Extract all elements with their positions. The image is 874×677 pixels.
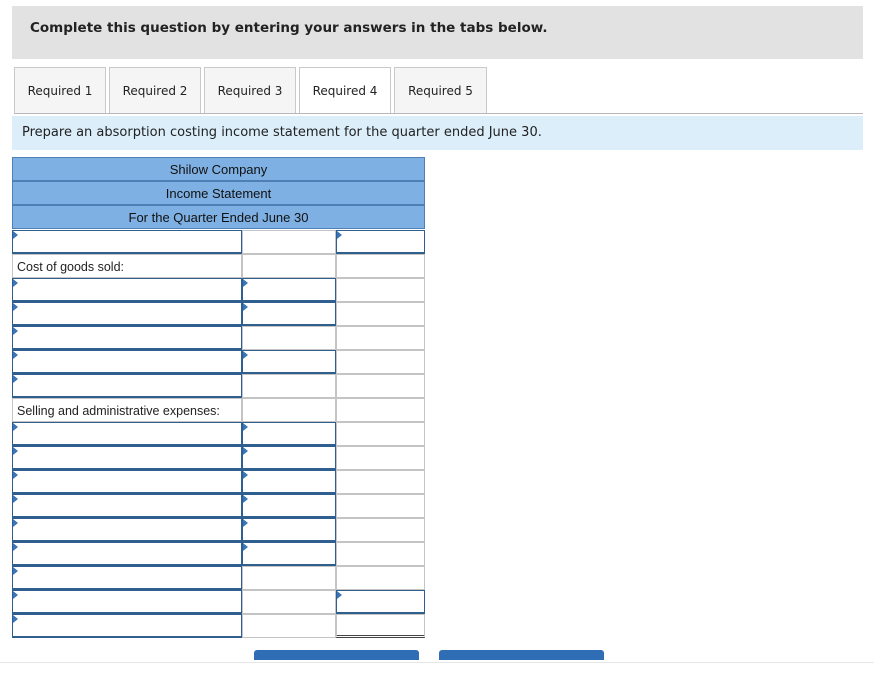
gross-margin-mid-cell [242, 374, 336, 398]
sales-mid-cell [242, 230, 336, 254]
tab-required-1[interactable]: Required 1 [14, 67, 106, 113]
selling-admin-item-right-cell [336, 518, 425, 542]
sales-amount-input[interactable] [336, 230, 425, 254]
selling-admin-right-cell [336, 398, 425, 422]
selling-admin-item-amount-input[interactable] [242, 518, 336, 542]
selling-admin-label: Selling and administrative expenses: [12, 398, 242, 422]
next-tab-button[interactable] [439, 650, 604, 660]
selling-admin-item-amount-input[interactable] [242, 422, 336, 446]
cogs-item-right-cell [336, 326, 425, 350]
instruction-text: Prepare an absorption costing income statement for the quarter ended June 30. [22, 125, 542, 140]
sales-label-input[interactable] [12, 230, 242, 254]
previous-tab-button[interactable] [254, 650, 419, 660]
bottom-divider [0, 662, 874, 663]
cogs-label: Cost of goods sold: [12, 254, 242, 278]
cogs-item-label-input[interactable] [12, 350, 242, 374]
net-income-amount-cell [336, 614, 425, 638]
cogs-item-amount-input[interactable] [242, 278, 336, 302]
selling-admin-item-right-cell [336, 470, 425, 494]
instructions-header [12, 6, 863, 59]
selling-admin-total-mid-cell [242, 566, 336, 590]
selling-admin-item-right-cell [336, 446, 425, 470]
cogs-item-label-input[interactable] [12, 302, 242, 326]
selling-admin-item-label-input[interactable] [12, 494, 242, 518]
cogs-item-label-input[interactable] [12, 326, 242, 350]
cogs-item-label-input[interactable] [12, 278, 242, 302]
tab-required-4[interactable]: Required 4 [299, 67, 391, 114]
company-name: Shilow Company [12, 157, 425, 181]
total-expenses-amount-input[interactable] [336, 590, 425, 614]
selling-admin-item-label-input[interactable] [12, 542, 242, 566]
gross-margin-label-input[interactable] [12, 374, 242, 398]
net-income-label-input[interactable] [12, 614, 242, 638]
cogs-item-amount-input[interactable] [242, 350, 336, 374]
tab-bar [14, 67, 863, 114]
selling-admin-item-amount-input[interactable] [242, 542, 336, 566]
tab-required-2[interactable]: Required 2 [109, 67, 201, 113]
total-expenses-mid-cell [242, 590, 336, 614]
selling-admin-total-right-cell [336, 566, 425, 590]
net-income-mid-cell [242, 614, 336, 638]
statement-period: For the Quarter Ended June 30 [12, 205, 425, 229]
selling-admin-item-right-cell [336, 422, 425, 446]
selling-admin-item-right-cell [336, 542, 425, 566]
instructions-header-text: Complete this question by entering your answers in the tabs below. [30, 20, 548, 36]
selling-admin-total-label-input[interactable] [12, 566, 242, 590]
selling-admin-item-label-input[interactable] [12, 422, 242, 446]
selling-admin-item-amount-input[interactable] [242, 494, 336, 518]
tab-required-3[interactable]: Required 3 [204, 67, 296, 113]
statement-title: Income Statement [12, 181, 425, 205]
selling-admin-item-label-input[interactable] [12, 518, 242, 542]
selling-admin-item-amount-input[interactable] [242, 446, 336, 470]
instruction-banner [12, 116, 863, 150]
cogs-item-right-cell [336, 278, 425, 302]
selling-admin-item-amount-input[interactable] [242, 470, 336, 494]
selling-admin-item-label-input[interactable] [12, 470, 242, 494]
cogs-mid-cell [242, 254, 336, 278]
cogs-item-right-cell [336, 302, 425, 326]
tab-required-5[interactable]: Required 5 [394, 67, 487, 113]
selling-admin-item-label-input[interactable] [12, 446, 242, 470]
gross-margin-right-cell [336, 374, 425, 398]
total-expenses-label-input[interactable] [12, 590, 242, 614]
selling-admin-mid-cell [242, 398, 336, 422]
selling-admin-item-right-cell [336, 494, 425, 518]
cogs-item-amount-input[interactable] [242, 302, 336, 326]
cogs-item-mid-cell [242, 326, 336, 350]
cogs-right-cell [336, 254, 425, 278]
cogs-item-right-cell [336, 350, 425, 374]
tab-divider [14, 113, 863, 114]
